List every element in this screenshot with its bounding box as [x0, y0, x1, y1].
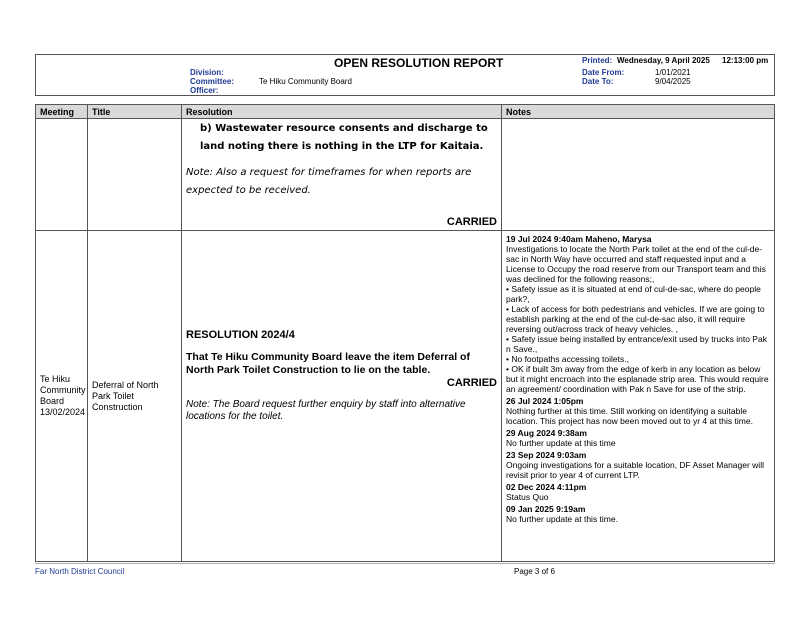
title-cell [88, 119, 182, 231]
printed-label: Printed: [582, 56, 613, 65]
footer-org: Far North District Council [35, 567, 125, 576]
note-heading: 02 Dec 2024 4:11pm [506, 482, 587, 492]
col-meeting: Meeting [36, 105, 88, 119]
footer-divider [35, 563, 775, 564]
resolution-heading: RESOLUTION 2024/4 [186, 329, 295, 341]
officer-label: Officer: [190, 86, 219, 95]
title-value: Deferral of North Park Toilet Construction [92, 379, 159, 412]
notes-cell [502, 231, 775, 562]
footer-page-number: Page 3 of 6 [514, 567, 555, 576]
committee-label: Committee: [190, 77, 235, 86]
table-header-row [36, 105, 775, 119]
note-heading: 09 Jan 2025 9:19am [506, 504, 586, 514]
meeting-value: Te Hiku Community Board 13/02/2024 [40, 374, 86, 417]
notes-cell [502, 119, 775, 231]
resolution-item-b: b) Wastewater resource consents and discharge to land noting there is nothing in the LTP for Kaitaia. [200, 123, 488, 152]
note-heading: 19 Jul 2024 9:40am Maheno, Marysa [506, 234, 652, 244]
note-text: No further update at this time [506, 438, 616, 448]
carried-label: CARRIED [446, 216, 497, 228]
report-title: OPEN RESOLUTION REPORT [334, 56, 504, 70]
resolution-table [35, 104, 775, 562]
col-notes: Notes [502, 105, 775, 119]
resolution-note: Note: Also a request for timeframes for when reports are expected to be received. [186, 167, 472, 196]
report-header [35, 54, 775, 96]
note-text: Ongoing investigations for a suitable location, DF Asset Manager will revisit prior to year 4 of current LTP. [506, 460, 764, 480]
meeting-cell [36, 231, 88, 562]
carried-label: CARRIED [446, 377, 497, 389]
note-text: Investigations to locate the North Park toilet at the end of the cul-de-sac in North Way have occurred and staff requested input and a License to Occupy the road reserve from our Transport team and this was declined for the following reasons;, • Safety issue as it is situated at end of cul-de-sac, where do people park?, • Lack of access for both pedestrians and vehicles. If we are going to establish parking at the end of the cul-de-sac also, it will require reversing out/across track of heavy vehicles. , • Safety issue being installed by entrance/exit used by trucks into Pak n Save., • No footpaths accessing toilets., • OK if built 3m away from the edge of kerb in any location as below but it might encroach into the esplanade strip area. This would require an agreement/ coordination with Pak n Save for use of the strip. [506, 244, 769, 394]
resolution-note: Note: The Board request further enquiry by staff into alternative locations for the toilet. [186, 399, 466, 422]
title-cell [88, 231, 182, 562]
note-text: No further update at this time. [506, 514, 618, 524]
resolution-cell [182, 231, 502, 562]
printed-time: 12:13:00 pm [722, 56, 769, 65]
note-text: Nothing further at this time. Still working on identifying a suitable location. This project has now been moved out to yr 4 at this time. [506, 406, 753, 426]
date-from-label: Date From: [582, 68, 625, 77]
resolution-cell [182, 119, 502, 231]
note-heading: 23 Sep 2024 9:03am [506, 450, 587, 460]
col-resolution: Resolution [182, 105, 502, 119]
division-label: Division: [190, 68, 224, 77]
note-text: Status Quo [506, 492, 549, 502]
committee-value: Te Hiku Community Board [259, 77, 352, 86]
col-title: Title [88, 105, 182, 119]
table-row [36, 231, 775, 562]
date-to-value: 9/04/2025 [655, 77, 691, 86]
date-from-value: 1/01/2021 [655, 68, 691, 77]
printed-value: Wednesday, 9 April 2025 [617, 56, 710, 65]
meeting-cell [36, 119, 88, 231]
date-to-label: Date To: [582, 77, 614, 86]
note-heading: 29 Aug 2024 9:38am [506, 428, 587, 438]
note-heading: 26 Jul 2024 1:05pm [506, 396, 584, 406]
resolution-text: That Te Hiku Community Board leave the item Deferral of North Park Toilet Construction to lie on the table. [186, 351, 470, 376]
table-row [36, 119, 775, 231]
